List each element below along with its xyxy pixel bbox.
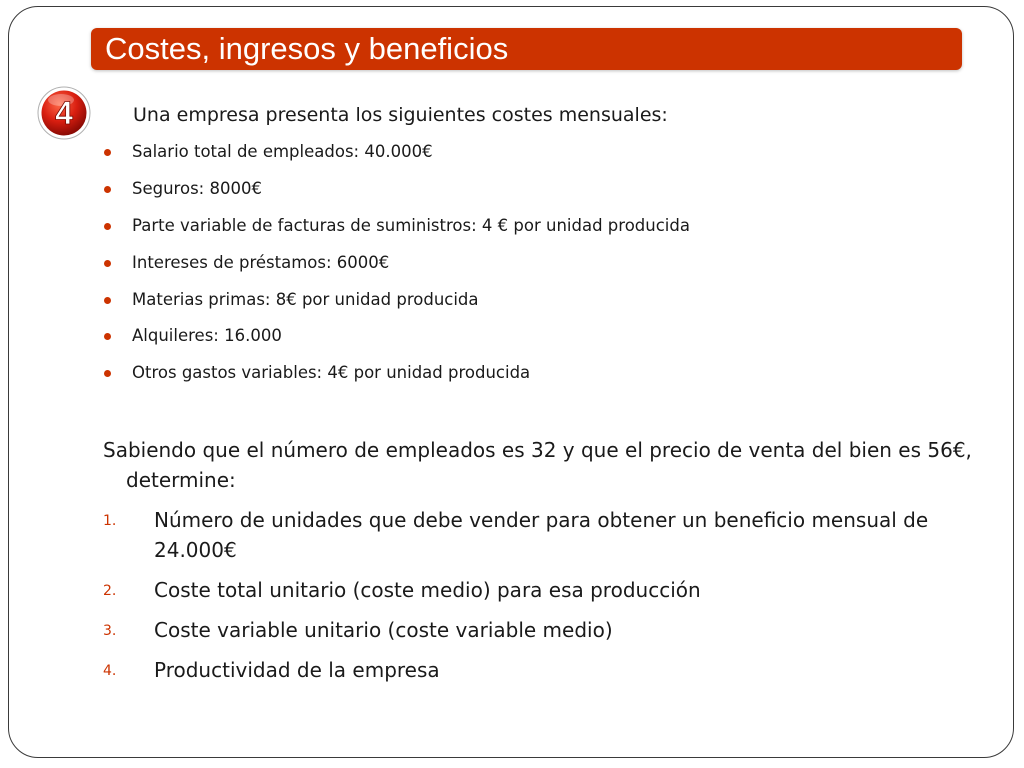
cost-item [100,176,690,213]
title-bar [91,28,962,70]
question-item [103,615,973,645]
bullet-dot-icon [104,333,111,340]
cost-item-text: Alquileres: 16.000 [132,326,282,346]
cost-item-text: Parte variable de facturas de suministros: 4 € por unidad producida [132,215,690,235]
question-text: Número de unidades que debe vender para obtener un beneficio mensual de 24.000€ [154,508,929,562]
badge-number: 4 [55,95,73,131]
question-item [103,655,973,685]
bullet-dot-icon [104,223,111,230]
number-four-badge-icon [37,86,91,140]
cost-item [100,250,690,287]
cost-item-text: Intereses de préstamos: 6000€ [132,252,390,272]
cost-item [100,323,690,360]
question-text: Coste total unitario (coste medio) para esa producción [154,578,701,602]
question-number: 1. [103,513,117,529]
cost-item [100,360,690,397]
question-number: 4. [103,663,117,679]
cost-list [100,139,690,397]
cost-item-text: Seguros: 8000€ [132,178,262,198]
bullet-dot-icon [104,260,111,267]
cost-item [100,139,690,176]
question-text: Productividad de la empresa [154,658,440,682]
bullet-dot-icon [104,186,111,193]
bullet-dot-icon [104,370,111,377]
cost-item-text: Otros gastos variables: 4€ por unidad producida [132,363,531,383]
bullet-dot-icon [104,297,111,304]
question-item [103,575,973,605]
cost-item [100,287,690,324]
intro-text: Una empresa presenta los siguientes costes mensuales: [133,104,668,126]
cost-item [100,213,690,250]
slide-title: Costes, ingresos y beneficios [105,31,509,66]
cost-item-text: Salario total de empleados: 40.000€ [132,142,433,161]
question-number: 2. [103,583,117,599]
question-item [103,505,973,565]
question-number: 3. [103,623,117,639]
bullet-dot-icon [104,149,111,156]
question-paragraph: Sabiendo que el número de empleados es 32 y que el precio de venta del bien es 56€, determine: [103,438,972,492]
cost-item-text: Materias primas: 8€ por unidad producida [132,289,479,309]
question-text: Coste variable unitario (coste variable medio) [154,618,613,642]
question-list [103,505,973,695]
